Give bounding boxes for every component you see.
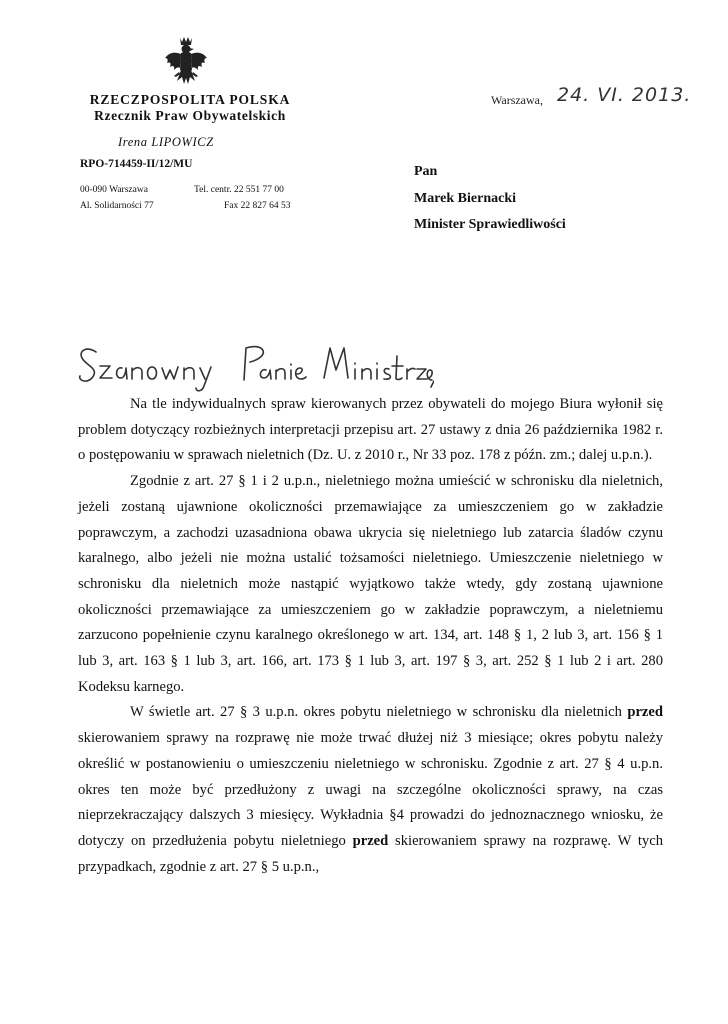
- official-name: Irena LIPOWICZ: [118, 135, 214, 149]
- date-place: Warszawa,: [491, 93, 544, 107]
- paragraph-2: Zgodnie z art. 27 § 1 i 2 u.p.n., nieletniego można umieścić w schronisku dla nieletnich, jeżeli zostaną ujawnione okoliczności przemawiające za umieszczeniem go w zakładzie poprawczym, a zachodzi uzasadniona obawa ukrycia się nieletniego lub zatarcia śladów czynu karalnego, albo jeżeli nie można ustalić tożsamości nieletniego. Umieszczenie nieletniego w schronisku dla nieletnich może nastąpić wyjątkowo także wtedy, gdy zostaną ujawnione okoliczności przemawiające za umieszczeniem go w zakładzie poprawczym, a nieletniemu zarzucono popełnienie czynu karalnego określonego w art. 134, art. 148 § 1, 2 lub 3, art. 156 § 1 lub 3, art. 163 § 1 lub 3, art. 166, art. 173 § 1 lub 3, art. 197 § 3, art. 252 § 1 lub 2 i art. 280 Kodeksu karnego.: [78, 473, 663, 695]
- letter-body: [78, 392, 663, 880]
- paragraph-3-emphasis-a: przed: [627, 704, 663, 721]
- paragraph-3-text-a: W świetle art. 27 § 3 u.p.n. okres pobytu nieletniego w schronisku dla nieletnich: [130, 704, 622, 721]
- address-city: 00-090 Warszawa: [80, 185, 148, 195]
- institution-office: Rzecznik Praw Obywatelskich: [94, 108, 286, 123]
- paragraph-3-text-c: skierowaniem sprawy na rozprawę. W tych przypadkach, zgodnie z art. 27 § 5 u.p.n.,: [78, 832, 663, 875]
- paragraph-3: [78, 700, 663, 880]
- paragraph-3-emphasis-b: przed: [352, 832, 389, 849]
- paragraph-1: Na tle indywidualnych spraw kierowanych przez obywateli do mojego Biura wyłonił się problem dotyczący rozbieżnych interpretacji przepisu art. 27 ustawy z dnia 26 października 1982 r. o postępowaniu w sprawach nieletnich (Dz. U. z 2010 r., Nr 33 poz. 178 z późn. zm.; dalej u.p.n.).: [78, 396, 663, 464]
- fax-number: Fax 22 827 64 53: [224, 201, 291, 211]
- address-street: Al. Solidarności 77: [80, 201, 154, 211]
- institution-name: RZECZPOSPOLITA POLSKA: [89, 92, 291, 107]
- polish-eagle-emblem-icon: [163, 36, 209, 90]
- recipient-title: Minister Sprawiedliwości: [414, 217, 566, 232]
- handwritten-date: 24. VI. 2013.: [557, 84, 692, 106]
- recipient-name: Marek Biernacki: [414, 191, 517, 206]
- handwritten-salutation: [74, 334, 434, 394]
- reference-number: RPO-714459-II/12/MU: [80, 158, 193, 170]
- phone-number: Tel. centr. 22 551 77 00: [194, 185, 284, 195]
- recipient-salutation: Pan: [414, 164, 438, 179]
- paragraph-3-text-b: skierowaniem sprawy na rozprawę nie może trwać dłużej niż 3 miesiące; okres pobytu należy określić w postanowieniu o umieszczeniu nieletniego w schronisku. Zgodnie z art. 27 § 4 u.p.n. okres ten może być przedłużony z uwagi na szczególne okoliczności sprawy, na czas nieprzekraczający dalszych 3 miesięcy. Wykładnia §4 prowadzi do jednoznacznego wniosku, że dotyczy on przedłużenia pobytu nieletniego: [78, 730, 663, 849]
